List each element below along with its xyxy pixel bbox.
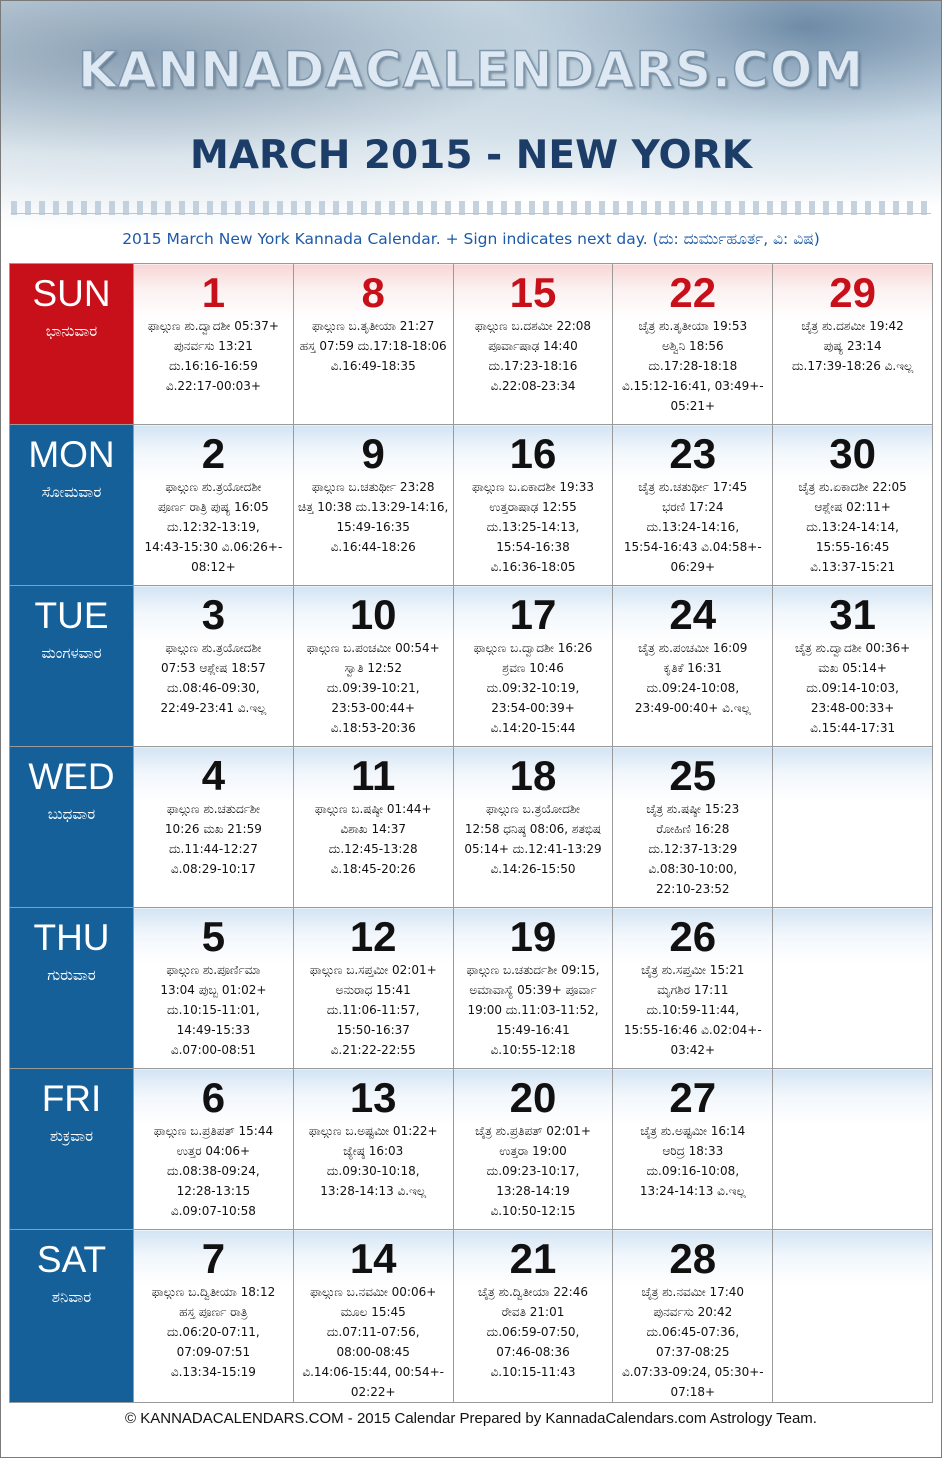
panchanga-line: 23:49-00:40+ ವಿ.ಇಲ್ಲ (634, 701, 751, 715)
panchanga-line: ದು.09:30-10:18, (326, 1164, 420, 1178)
date-cell-13 (293, 1069, 453, 1230)
panchanga-line: ದು.09:23-10:17, (486, 1164, 580, 1178)
footer-text: - 2015 Calendar Prepared by KannadaCalendars.com Astrology Team. (343, 1410, 817, 1427)
date-number: 21 (509, 1235, 557, 1282)
site-title: KANNADACALENDARS.COM (78, 41, 864, 99)
panchanga-line: 12:28-13:15 (176, 1184, 251, 1198)
panchanga-line: ಫಾಲ್ಗುಣ ಬ.ದ್ವಿತೀಯಾ 18:12 (151, 1285, 276, 1299)
date-cell-12 (293, 908, 453, 1069)
panchanga-line: 02:22+ (350, 1385, 396, 1399)
panchanga-line: 08:00-08:45 (336, 1345, 410, 1359)
date-number: 8 (361, 269, 385, 316)
panchanga-line: 15:54-16:38 (496, 540, 570, 554)
panchanga-line: ಫಾಲ್ಗುಣ ಶು.ಚತುರ್ದಶೀ (166, 802, 260, 816)
date-cell-24 (613, 586, 773, 747)
date-number: 1 (201, 269, 226, 316)
panchanga-line: ಉತ್ತರ 04:06+ (176, 1144, 251, 1158)
date-number: 9 (361, 430, 385, 477)
panchanga-line: ಚೈತ್ರ ಶು.ದ್ವಿತೀಯಾ 22:46 (477, 1285, 588, 1299)
panchanga-line: ದು.08:46-09:30, (167, 681, 260, 695)
week-row-wed (10, 747, 933, 908)
panchanga-line: ಅಶ್ವಿನಿ 18:56 (661, 339, 724, 353)
day-header-wed (10, 747, 134, 908)
date-number: 15 (509, 269, 557, 316)
panchanga-line: 22:49-23:41 ವಿ.ಇಲ್ಲ (160, 701, 267, 715)
panchanga-line: 03:42+ (670, 1043, 716, 1057)
panchanga-line: ವಿ.16:44-18:26 (330, 540, 416, 554)
panchanga-line: ರೋಹಿಣಿ 16:28 (656, 822, 730, 836)
date-number: 10 (349, 591, 397, 638)
panchanga-line: ಚೈತ್ರ ಶು.ಏಕಾದಶೀ 22:05 (798, 480, 907, 494)
panchanga-line: 05:14+ ದು.12:41-13:29 (464, 842, 602, 856)
panchanga-line: ಮೂಲ 15:45 (340, 1305, 406, 1319)
date-cell-22 (613, 264, 773, 425)
date-number: 20 (509, 1074, 557, 1121)
empty-cell (773, 1069, 933, 1230)
panchanga-line: ದು.09:39-10:21, (326, 681, 420, 695)
panchanga-line: ಫಾಲ್ಗುಣ ಬ.ದಶಮೀ 22:08 (474, 319, 592, 333)
date-cell-5 (134, 908, 294, 1069)
panchanga-line: ದು.16:16-16:59 (168, 359, 258, 373)
panchanga-line: ಫಾಲ್ಗುಣ ಶು.ತ್ರಯೋದಶೀ (165, 480, 262, 494)
date-number: 2 (201, 430, 226, 477)
panchanga-line: ಚೈತ್ರ ಶು.ಅಷ್ಟಮೀ 16:14 (640, 1124, 746, 1138)
panchanga-line: ವಿ.10:50-12:15 (490, 1204, 576, 1218)
date-number: 5 (201, 913, 226, 960)
panchanga-line: 13:04 ಪುಬ್ಬ 01:02+ (160, 983, 267, 997)
panchanga-line: ಫಾಲ್ಗುಣ ಬ.ಚತುರ್ದಶೀ 09:15, (466, 963, 600, 977)
panchanga-line: 15:50-16:37 (336, 1023, 410, 1037)
panchanga-line: ಫಾಲ್ಗುಣ ಶು.ತ್ರಯೋದಶೀ (165, 641, 262, 655)
date-cell-20 (453, 1069, 613, 1230)
panchanga-line: ಹಸ್ತ 07:59 ದು.17:18-18:06 (299, 339, 447, 353)
date-cell-6 (134, 1069, 294, 1230)
panchanga-line: ಫಾಲ್ಗುಣ ಶು.ದ್ವಾದಶೀ 05:37+ (147, 319, 279, 333)
date-number: 18 (509, 752, 557, 799)
date-number: 26 (669, 913, 717, 960)
panchanga-line: ಪೂರ್ಣ ರಾತ್ರಿ ಪುಷ್ಯ 16:05 (158, 500, 269, 514)
panchanga-line: ಫಾಲ್ಗುಣ ಶು.ಪೂರ್ಣಿಮಾ (166, 963, 261, 977)
panchanga-line: ದು.11:44-12:27 (168, 842, 258, 856)
panchanga-line: 23:54-00:39+ (491, 701, 575, 715)
panchanga-line: ಕೃತಿಕೆ 16:31 (663, 661, 722, 675)
panchanga-line: ವಿ.14:20-15:44 (490, 721, 576, 735)
date-cell-25 (613, 747, 773, 908)
panchanga-line: ವಿ.13:37-15:21 (810, 560, 896, 574)
date-number: 25 (669, 752, 717, 799)
week-row-sun (10, 264, 933, 425)
date-number: 14 (349, 1235, 397, 1282)
panchanga-line: ದು.11:06-11:57, (326, 1003, 420, 1017)
panchanga-line: ಚೈತ್ರ ಶು.ದ್ವಾದಶೀ 00:36+ (795, 641, 911, 655)
day-name-kannada: ಮಂಗಳವಾರ (41, 644, 102, 662)
panchanga-line: ಚೈತ್ರ ಶು.ಷಷ್ಠೀ 15:23 (646, 802, 740, 816)
panchanga-line: 22:10-23:52 (656, 882, 730, 896)
panchanga-line: ವಿ.13:34-15:19 (170, 1365, 256, 1379)
panchanga-line: ಭರಣಿ 17:24 (662, 500, 724, 514)
empty-cell (773, 908, 933, 1069)
panchanga-line: 23:48-00:33+ (810, 701, 895, 715)
panchanga-line: ಆರಿದ್ರ 18:33 (662, 1144, 724, 1158)
day-header-sat (10, 1230, 134, 1403)
calendar-grid (9, 263, 933, 1403)
day-header-tue (10, 586, 134, 747)
day-name-kannada: ಶುಕ್ರವಾರ (49, 1127, 94, 1145)
date-cell-7 (134, 1230, 294, 1403)
panchanga-line: ದು.13:25-14:13, (486, 520, 580, 534)
footer-copyright: © KANNADACALENDARS.COM (125, 1410, 344, 1427)
subtitle: 2015 March New York Kannada Calendar. + Sign indicates next day. (ದು: ದುರ್ಮುಹೂರ್ತ, ವಿ: ವಿಷ) (122, 230, 820, 248)
panchanga-line: ವಿ.10:55-12:18 (490, 1043, 576, 1057)
panchanga-line: ಚೈತ್ರ ಶು.ದಶಮೀ 19:42 (801, 319, 904, 333)
empty-cell (773, 747, 933, 908)
panchanga-line: ವಿ.18:45-20:26 (330, 862, 416, 876)
panchanga-line: ದು.17:39-18:26 ವಿ.ಇಲ್ಲ (791, 359, 914, 373)
date-cell-10 (293, 586, 453, 747)
panchanga-line: ದು.13:24-14:16, (646, 520, 740, 534)
panchanga-line: ದು.17:28-18:18 (648, 359, 738, 373)
panchanga-line: ವಿ.22:17-00:03+ (165, 379, 261, 393)
date-cell-26 (613, 908, 773, 1069)
panchanga-line: ದು.17:23-18:16 (488, 359, 578, 373)
panchanga-line: ವಿ.18:53-20:36 (330, 721, 416, 735)
panchanga-line: 10:26 ಮಖ 21:59 (164, 822, 262, 836)
date-number: 11 (350, 752, 396, 799)
panchanga-line: ದು.12:37-13:29 (648, 842, 738, 856)
date-number: 24 (669, 591, 717, 638)
panchanga-line: ದು.06:59-07:50, (486, 1325, 580, 1339)
footer (1, 1410, 941, 1427)
panchanga-line: ಫಾಲ್ಗುಣ ಬ.ದ್ವಾದಶೀ 16:26 (473, 641, 593, 655)
panchanga-line: 19:00 ದು.11:03-11:52, (467, 1003, 599, 1017)
panchanga-line: ಉತ್ತರಾ 19:00 (499, 1144, 567, 1158)
week-row-sat (10, 1230, 933, 1403)
panchanga-line: ವಿ.22:08-23:34 (490, 379, 576, 393)
panchanga-line: ಪೂರ್ವಾಷಾಢ 14:40 (488, 339, 578, 353)
panchanga-line: ಚಿತ್ತ 10:38 ದು.13:29-14:16, (298, 500, 449, 514)
panchanga-line: 07:46-08:36 (496, 1345, 570, 1359)
panchanga-line: ದು.13:24-14:14, (806, 520, 899, 534)
date-cell-21 (453, 1230, 613, 1403)
panchanga-line: ವಿ.09:07-10:58 (170, 1204, 256, 1218)
date-number: 19 (509, 913, 557, 960)
panchanga-line: ವಿ.10:15-11:43 (490, 1365, 576, 1379)
day-name-kannada: ಬುಧವಾರ (47, 805, 96, 823)
panchanga-line: ವಿ.08:30-10:00, (648, 862, 738, 876)
panchanga-line: ಫಾಲ್ಗುಣ ಬ.ತ್ರಯೋದಶೀ (486, 802, 580, 816)
date-number: 7 (201, 1235, 226, 1282)
panchanga-line: ಫಾಲ್ಗುಣ ಬ.ತೃತೀಯಾ 21:27 (312, 319, 435, 333)
panchanga-line: ಅನುರಾಧ 15:41 (335, 983, 411, 997)
panchanga-line: 14:43-15:30 ವಿ.06:26+- (144, 540, 283, 554)
date-cell-31 (773, 586, 933, 747)
date-number: 3 (201, 591, 226, 638)
header-banner (1, 1, 941, 263)
panchanga-line: ಉತ್ತರಾಷಾಢ 12:55 (489, 500, 577, 514)
panchanga-line: ದು.10:15-11:01, (167, 1003, 260, 1017)
date-number: 27 (669, 1074, 717, 1121)
date-cell-27 (613, 1069, 773, 1230)
panchanga-line: ಚೈತ್ರ ಶು.ಚತುರ್ಥೀ 17:45 (638, 480, 748, 494)
day-name-english: THU (33, 917, 110, 958)
day-name-english: SUN (32, 273, 111, 314)
panchanga-line: 23:53-00:44+ (331, 701, 415, 715)
panchanga-line: ಮಖ 05:14+ (818, 661, 887, 675)
date-number: 29 (829, 269, 876, 316)
date-number: 13 (349, 1074, 397, 1121)
panchanga-line: ದು.09:32-10:19, (486, 681, 580, 695)
date-cell-16 (453, 425, 613, 586)
panchanga-line: ಫಾಲ್ಗುಣ ಬ.ಪಂಚಮೀ 00:54+ (306, 641, 440, 655)
panchanga-line: ದು.12:45-13:28 (328, 842, 418, 856)
day-header-fri (10, 1069, 134, 1230)
panchanga-line: ದು.08:38-09:24, (167, 1164, 260, 1178)
panchanga-line: ಸ್ವಾತಿ 12:52 (344, 661, 402, 675)
panchanga-line: 13:28-14:13 ವಿ.ಇಲ್ಲ (320, 1184, 427, 1198)
panchanga-line: ದು.09:14-10:03, (806, 681, 899, 695)
week-row-mon (10, 425, 933, 586)
date-cell-1 (134, 264, 294, 425)
date-number: 30 (829, 430, 876, 477)
panchanga-line: ದು.10:59-11:44, (646, 1003, 740, 1017)
panchanga-line: 07:09-07:51 (176, 1345, 251, 1359)
date-number: 4 (201, 752, 226, 799)
panchanga-line: ಫಾಲ್ಗುಣ ಬ.ಅಷ್ಟಮೀ 01:22+ (308, 1124, 438, 1138)
day-name-english: MON (28, 434, 115, 475)
panchanga-line: 15:54-16:43 ವಿ.04:58+- (623, 540, 762, 554)
panchanga-line: ದು.12:32-13:19, (167, 520, 260, 534)
panchanga-line: ಫಾಲ್ಗುಣ ಬ.ಪ್ರತಿಪತ್ 15:44 (153, 1124, 274, 1138)
date-number: 23 (669, 430, 717, 477)
panchanga-line: ಹಸ್ತ ಪೂರ್ಣ ರಾತ್ರಿ (179, 1305, 248, 1319)
date-number: 6 (201, 1074, 226, 1121)
panchanga-line: ದು.09:24-10:08, (646, 681, 740, 695)
panchanga-line: ಫಾಲ್ಗುಣ ಬ.ಸಪ್ತಮೀ 02:01+ (309, 963, 437, 977)
date-cell-11 (293, 747, 453, 908)
panchanga-line: ಚೈತ್ರ ಶು.ಸಪ್ತಮೀ 15:21 (641, 963, 745, 977)
date-cell-17 (453, 586, 613, 747)
date-cell-23 (613, 425, 773, 586)
panchanga-line: 14:49-15:33 (176, 1023, 251, 1037)
panchanga-line: ಜ್ಯೇಷ್ಠ 16:03 (343, 1144, 404, 1158)
panchanga-line: ಪುನರ್ವಸು 20:42 (653, 1305, 733, 1319)
panchanga-line: 12:58 ಧನಿಷ್ಠ 08:06, ಶತಭಿಷ (464, 822, 602, 836)
panchanga-line: ವಿ.14:06-15:44, 00:54+- (302, 1365, 445, 1379)
month-title: MARCH 2015 - NEW YORK (190, 133, 752, 178)
panchanga-line: 06:29+ (670, 560, 716, 574)
date-cell-14 (293, 1230, 453, 1403)
week-row-fri (10, 1069, 933, 1230)
day-header-sun (10, 264, 134, 425)
panchanga-line: ಮೃಗಶಿರ 17:11 (657, 983, 729, 997)
panchanga-line: ವಿ.16:49-18:35 (330, 359, 416, 373)
date-number: 17 (509, 591, 557, 638)
panchanga-line: ಅಮಾವಾಸ್ಯೆ 05:39+ ಪೂರ್ವಾ (469, 983, 597, 997)
panchanga-line: ಆಶ್ಲೇಷ 02:11+ (814, 500, 891, 514)
panchanga-line: ಫಾಲ್ಗುಣ ಬ.ಚತುರ್ಥೀ 23:28 (311, 480, 435, 494)
day-name-kannada: ಭಾನುವಾರ (45, 322, 98, 340)
panchanga-line: ವಿ.15:12-16:41, 03:49+- (621, 379, 764, 393)
panchanga-line: ವಿಶಾಖ 14:37 (340, 822, 407, 836)
panchanga-line: 07:18+ (670, 1385, 716, 1399)
panchanga-line: 15:55-16:45 (815, 540, 890, 554)
date-cell-30 (773, 425, 933, 586)
date-cell-9 (293, 425, 453, 586)
date-cell-18 (453, 747, 613, 908)
panchanga-line: ಚೈತ್ರ ಶು.ತೃತೀಯಾ 19:53 (638, 319, 748, 333)
date-number: 16 (509, 430, 557, 477)
panchanga-line: 15:49-16:41 (496, 1023, 570, 1037)
date-cell-28 (613, 1230, 773, 1403)
panchanga-line: ವಿ.14:26-15:50 (490, 862, 576, 876)
date-cell-19 (453, 908, 613, 1069)
panchanga-line: 13:24-14:13 ವಿ.ಇಲ್ಲ (639, 1184, 746, 1198)
week-row-thu (10, 908, 933, 1069)
day-name-english: TUE (34, 595, 109, 636)
panchanga-line: 07:37-08:25 (656, 1345, 730, 1359)
panchanga-line: ಶ್ರವಣ 10:46 (502, 661, 564, 675)
panchanga-line: ವಿ.15:44-17:31 (810, 721, 896, 735)
day-header-thu (10, 908, 134, 1069)
empty-cell (773, 1230, 933, 1403)
panchanga-line: 07:53 ಆಶ್ಲೇಷ 18:57 (160, 661, 266, 675)
panchanga-line: ವಿ.08:29-10:17 (170, 862, 256, 876)
day-header-mon (10, 425, 134, 586)
day-name-kannada: ಸೋಮವಾರ (41, 483, 102, 501)
date-number: 12 (349, 913, 397, 960)
panchanga-line: ಫಾಲ್ಗುಣ ಬ.ನವಮೀ 00:06+ (310, 1285, 437, 1299)
day-name-english: FRI (41, 1078, 102, 1119)
date-cell-8 (293, 264, 453, 425)
panchanga-line: ಪುನರ್ವಸು 13:21 (173, 339, 253, 353)
week-row-tue (10, 586, 933, 747)
date-number: 28 (669, 1235, 717, 1282)
panchanga-line: 15:55-16:46 ವಿ.02:04+- (623, 1023, 762, 1037)
date-number: 22 (669, 269, 717, 316)
date-cell-4 (134, 747, 294, 908)
panchanga-line: ರೇವತಿ 21:01 (501, 1305, 565, 1319)
decorative-line (11, 213, 931, 214)
date-cell-2 (134, 425, 294, 586)
date-cell-15 (453, 264, 613, 425)
day-name-english: SAT (36, 1239, 107, 1280)
panchanga-line: ವಿ.16:36-18:05 (490, 560, 576, 574)
panchanga-line: ವಿ.07:00-08:51 (170, 1043, 256, 1057)
panchanga-line: ದು.06:45-07:36, (646, 1325, 740, 1339)
date-cell-3 (134, 586, 294, 747)
day-name-english: WED (28, 756, 115, 797)
day-name-kannada: ಗುರುವಾರ (47, 966, 96, 984)
date-number: 31 (829, 591, 876, 638)
panchanga-line: ಚೈತ್ರ ಶು.ಪ್ರತಿಪತ್ 02:01+ (475, 1124, 591, 1138)
panchanga-line: ಚೈತ್ರ ಶು.ನವಮೀ 17:40 (641, 1285, 745, 1299)
panchanga-line: ದು.07:11-07:56, (326, 1325, 420, 1339)
panchanga-line: ವಿ.07:33-09:24, 05:30+- (621, 1365, 764, 1379)
panchanga-line: 08:12+ (191, 560, 236, 574)
panchanga-line: 13:28-14:19 (496, 1184, 570, 1198)
day-name-kannada: ಶನಿವಾರ (51, 1288, 92, 1306)
panchanga-line: 15:49-16:35 (336, 520, 410, 534)
panchanga-line: ಚೈತ್ರ ಶು.ಪಂಚಮೀ 16:09 (638, 641, 748, 655)
panchanga-line: ದು.06:20-07:11, (167, 1325, 260, 1339)
panchanga-line: ವಿ.21:22-22:55 (330, 1043, 416, 1057)
panchanga-line: 05:21+ (670, 399, 716, 413)
panchanga-line: ಪುಷ್ಯ 23:14 (823, 339, 882, 353)
panchanga-line: ಫಾಲ್ಗುಣ ಬ.ಏಕಾದಶೀ 19:33 (471, 480, 594, 494)
panchanga-line: ಫಾಲ್ಗುಣ ಬ.ಷಷ್ಠೀ 01:44+ (314, 802, 432, 816)
panchanga-line: ದು.09:16-10:08, (646, 1164, 740, 1178)
date-cell-29 (773, 264, 933, 425)
